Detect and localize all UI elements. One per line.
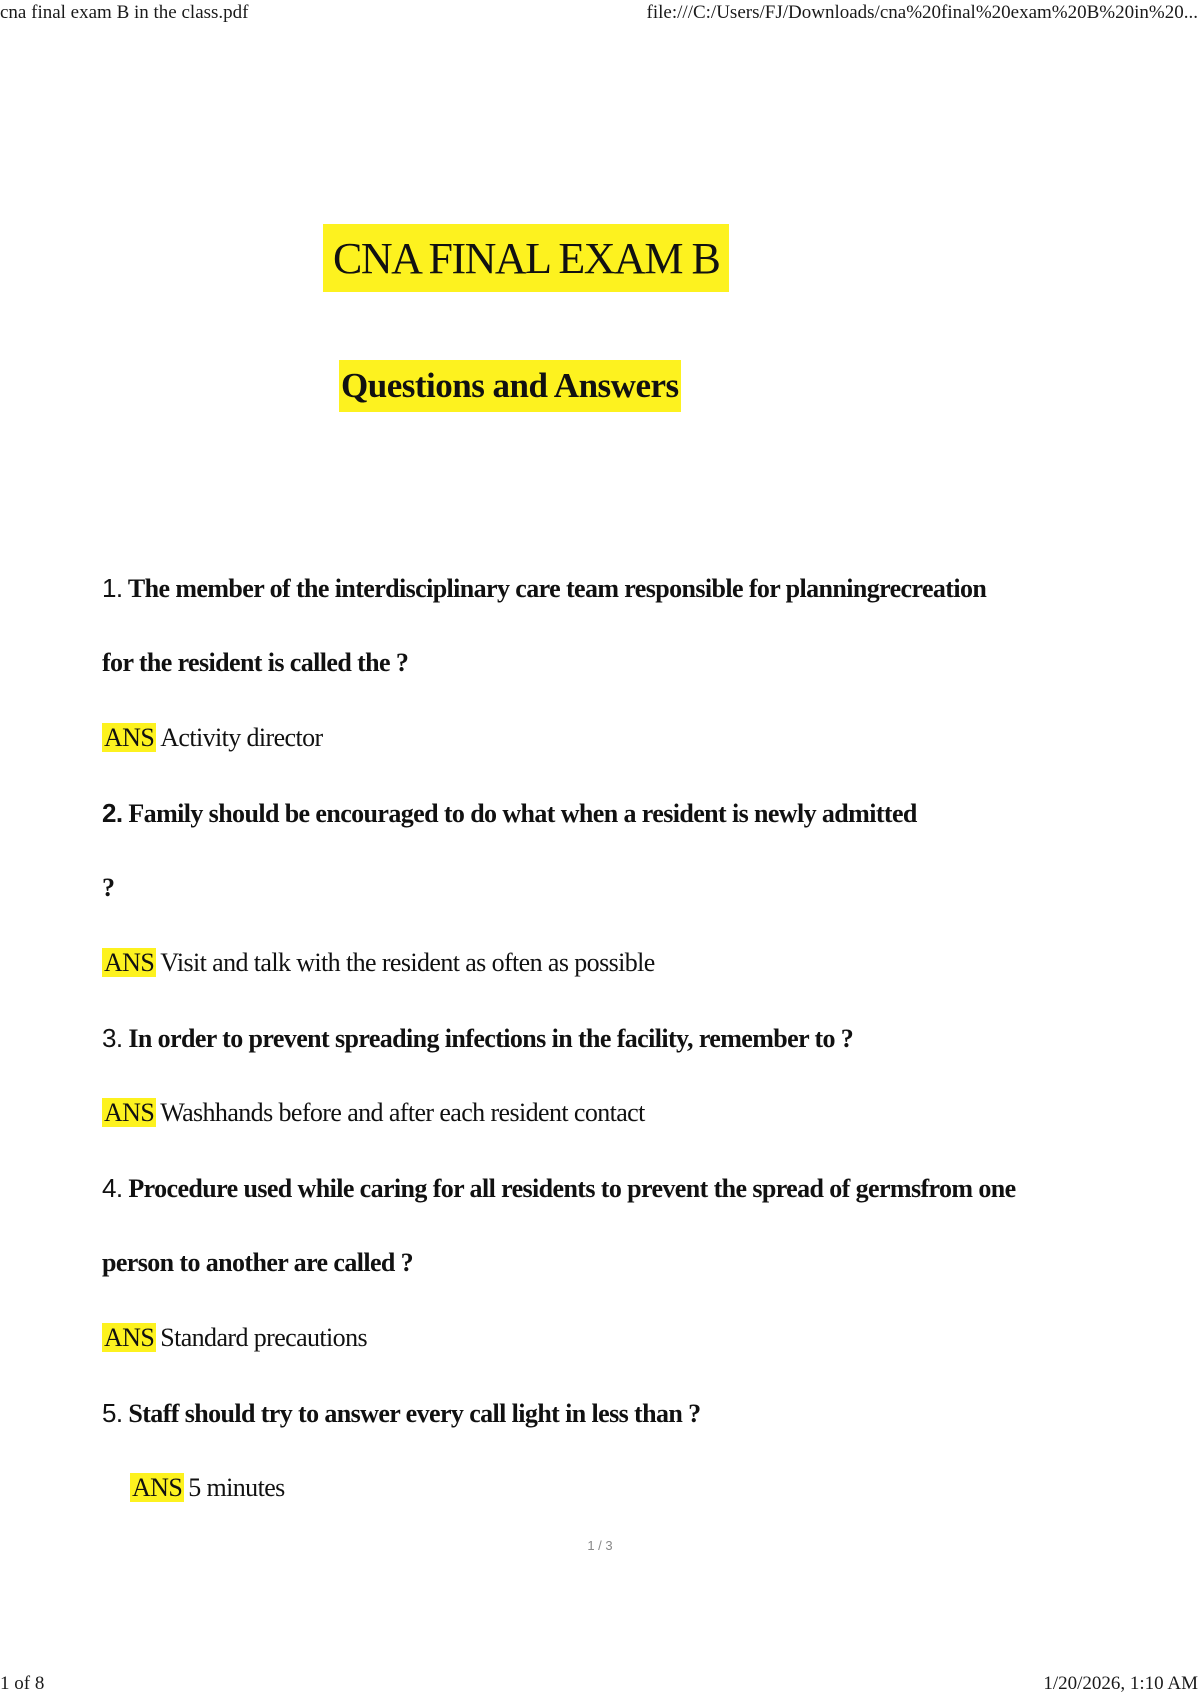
- answer-3: [102, 1096, 645, 1130]
- page-indicator: 1 / 3: [587, 1538, 613, 1553]
- question-text: Staff should try to answer every call light in less than ?: [128, 1399, 701, 1428]
- question-5-line-1: [102, 1396, 701, 1430]
- question-2-line-1: [102, 796, 917, 830]
- document-subtitle: Questions and Answers: [339, 360, 681, 412]
- answer-tag: ANS: [104, 1323, 155, 1352]
- question-2-line-2: ?: [102, 873, 115, 902]
- question-4-line-2: person to another are called ?: [102, 1248, 414, 1277]
- question-4-line-1: [102, 1171, 1016, 1205]
- question-text: The member of the interdisciplinary care team responsible for planningrecreation: [127, 574, 987, 603]
- question-number: 2.: [102, 798, 123, 828]
- answer-tag: ANS: [104, 1098, 155, 1127]
- question-1-line-1: [102, 571, 986, 605]
- answer-5: [130, 1471, 285, 1505]
- print-header-url: file:///C:/Users/FJ/Downloads/cna%20final%20exam%20B%20in%20...: [646, 2, 1198, 23]
- answer-4: [102, 1321, 367, 1355]
- print-footer-page-count: 1 of 8: [0, 1673, 45, 1694]
- question-text: Family should be encouraged to do what when a resident is newly admitted: [128, 799, 917, 828]
- question-number: 4.: [102, 1173, 123, 1203]
- question-3-line-1: [102, 1021, 853, 1055]
- document-title: CNA FINAL EXAM B: [323, 224, 729, 292]
- answer-text: Activity director: [160, 723, 323, 752]
- question-text: Procedure used while caring for all residents to prevent the spread of germsfrom one: [128, 1174, 1016, 1203]
- answer-text: Visit and talk with the resident as often as possible: [160, 948, 655, 977]
- answer-text: Standard precautions: [160, 1323, 367, 1352]
- question-number: 3.: [102, 1023, 123, 1053]
- answer-1: [102, 721, 323, 755]
- question-number: 1.: [102, 573, 123, 603]
- answer-text: Washhands before and after each resident contact: [160, 1098, 645, 1127]
- question-text: In order to prevent spreading infections in the facility, remember to ?: [128, 1024, 854, 1053]
- answer-tag: ANS: [132, 1473, 183, 1502]
- print-footer-timestamp: 1/20/2026, 1:10 AM: [1043, 1673, 1198, 1694]
- answer-2: [102, 946, 655, 980]
- answer-tag: ANS: [104, 948, 155, 977]
- print-header-title: cna final exam B in the class.pdf: [0, 2, 249, 23]
- answer-tag: ANS: [104, 723, 155, 752]
- answer-text: 5 minutes: [188, 1473, 285, 1502]
- question-number: 5.: [102, 1398, 123, 1428]
- print-header: [0, 2, 1200, 26]
- print-footer: [0, 1673, 1200, 1697]
- question-1-line-2: for the resident is called the ?: [102, 648, 409, 677]
